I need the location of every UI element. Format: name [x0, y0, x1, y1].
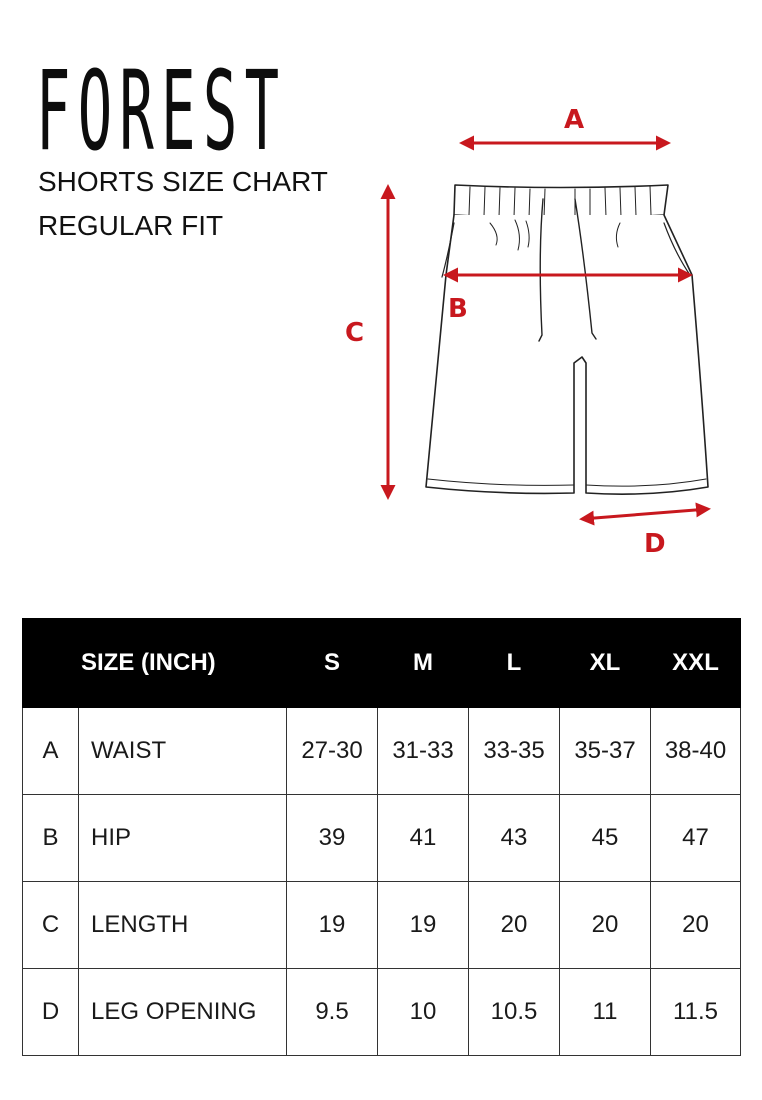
cell-value: 31-33: [378, 708, 469, 795]
row-code: C: [23, 882, 79, 969]
cell-value: 39: [287, 795, 378, 882]
cell-value: 35-37: [560, 708, 651, 795]
cell-value: 19: [378, 882, 469, 969]
size-table: [22, 618, 741, 1056]
cell-value: 19: [287, 882, 378, 969]
table-row-waist: [23, 708, 741, 795]
brand-logo: FOREST: [36, 47, 287, 175]
row-name: LEG OPENING: [79, 969, 287, 1056]
shorts-diagram: [330, 95, 730, 565]
cell-value: 41: [378, 795, 469, 882]
cell-value: 45: [560, 795, 651, 882]
row-name: HIP: [79, 795, 287, 882]
chart-title: SHORTS SIZE CHART: [38, 166, 328, 197]
cell-value: 10.5: [469, 969, 560, 1056]
label-d: D: [644, 529, 666, 559]
shorts-illustration: [426, 185, 708, 494]
row-code: B: [23, 795, 79, 882]
header-size-m: M: [378, 619, 469, 708]
cell-value: 10: [378, 969, 469, 1056]
cell-value: 47: [651, 795, 741, 882]
row-name: WAIST: [79, 708, 287, 795]
cell-value: 9.5: [287, 969, 378, 1056]
fit-label: REGULAR FIT: [38, 210, 224, 241]
row-code: D: [23, 969, 79, 1056]
cell-value: 11: [560, 969, 651, 1056]
table-row-hip: [23, 795, 741, 882]
header-size-s: S: [287, 619, 378, 708]
cell-value: 43: [469, 795, 560, 882]
table-row-length: [23, 882, 741, 969]
row-code: A: [23, 708, 79, 795]
cell-value: 20: [560, 882, 651, 969]
label-a: A: [564, 105, 585, 135]
table-header-row: [23, 619, 741, 708]
header-size-xxl: XXL: [651, 619, 741, 708]
header-size-l: L: [469, 619, 560, 708]
cell-value: 38-40: [651, 708, 741, 795]
cell-value: 27-30: [287, 708, 378, 795]
cell-value: 20: [651, 882, 741, 969]
header-size-label: SIZE (INCH): [23, 619, 287, 708]
cell-value: 20: [469, 882, 560, 969]
header-size-xl: XL: [560, 619, 651, 708]
label-c: C: [345, 318, 365, 348]
arrow-d: [582, 509, 708, 519]
row-name: LENGTH: [79, 882, 287, 969]
label-b: B: [448, 294, 468, 324]
cell-value: 33-35: [469, 708, 560, 795]
table-row-leg-opening: [23, 969, 741, 1056]
cell-value: 11.5: [651, 969, 741, 1056]
